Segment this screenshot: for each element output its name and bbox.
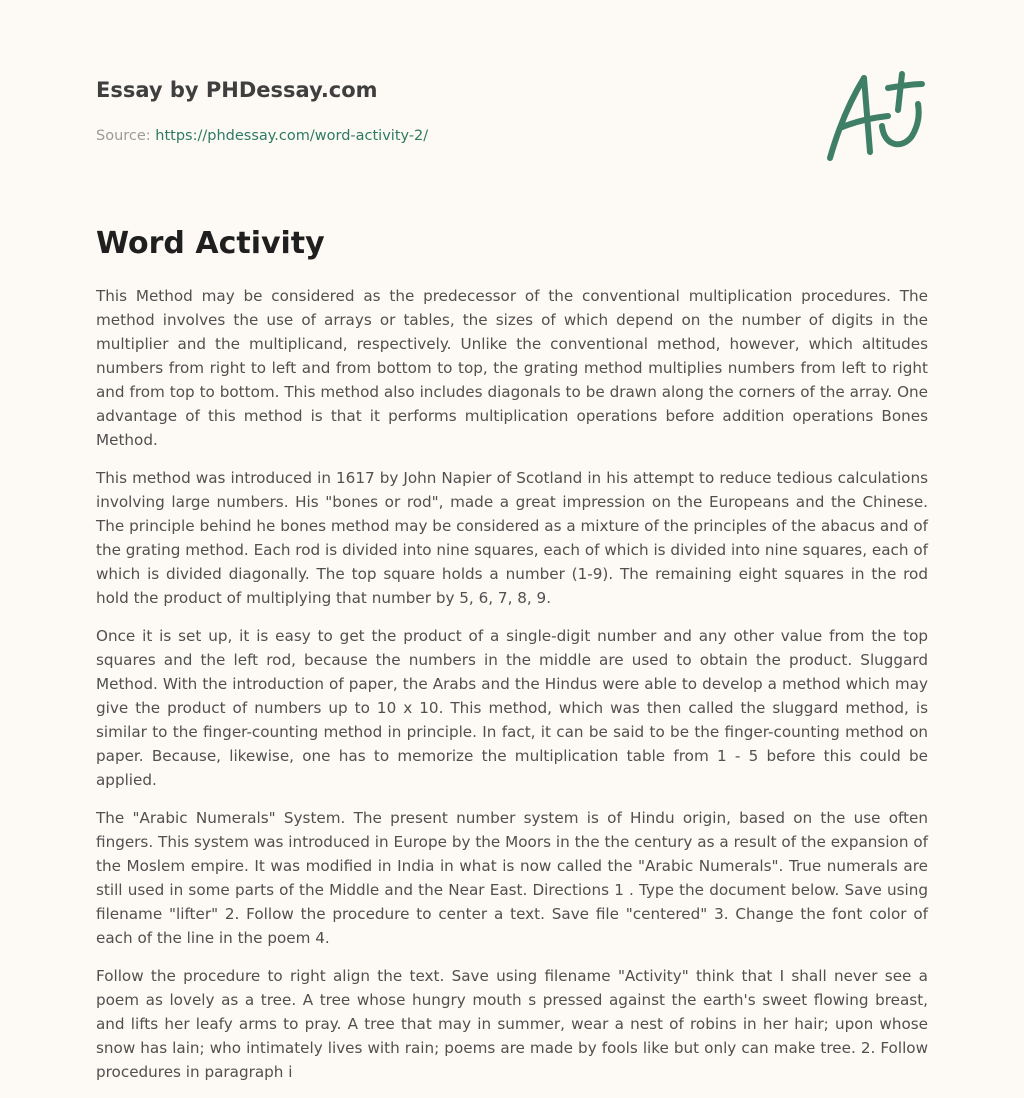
a-plus-grade-icon <box>822 66 930 166</box>
essay-title: Word Activity <box>96 226 325 261</box>
paragraph-2: This method was introduced in 1617 by John Napier of Scotland in his attempt to reduce tedious calculations involving large numbers. His "bones or rod", made a great impression on the Europeans and the Chinese. The principle behind he bones method may be considered as a mixture of the principles of the abacus and of the grating method. Each rod is divided into nine squares, each of which is divided into nine squares, each of which is divided diagonally. The top square holds a number (1-9). The remaining eight squares in the rod hold the product of multiplying that number by 5, 6, 7, 8, 9. <box>96 469 928 607</box>
essay-body <box>96 284 928 1098</box>
paragraph-4: The "Arabic Numerals" System. The present number system is of Hindu origin, based on the use often fingers. This system was introduced in Europe by the Moors in the the century as a result of the expansion of the Moslem empire. It was modified in India in what is now called the "Arabic Numerals". True numerals are still used in some parts of the Middle and the Near East. Directions 1 . Type the document below. Save using filename "lifter" 2. Follow the procedure to center a text. Save file "centered" 3. Change the font color of each of the line in the poem 4. <box>96 809 928 947</box>
source-label: Source: <box>96 128 156 144</box>
page-header <box>96 76 796 146</box>
paragraph-1: This Method may be considered as the predecessor of the conventional multiplication procedures. The method involves the use of arrays or tables, the sizes of which depend on the number of digits in the multiplier and the multiplicand, respectively. Unlike the conventional method, however, which altitudes numbers from right to left and from bottom to top, the grating method multiplies numbers from left to right and from top to bottom. This method also includes diagonals to be drawn along the corners of the array. One advantage of this method is that it performs multiplication operations before addition operations Bones Method. <box>96 287 928 449</box>
paragraph-5: Follow the procedure to right align the text. Save using filename "Activity" think that I shall never see a poem as lovely as a tree. A tree whose hungry mouth s pressed against the earth's sweet flowing breast, and lifts her leafy arms to pray. A tree that may in summer, wear a nest of robins in her hair; upon whose snow has lain; who intimately lives with rain; poems are made by fools like but only can make tree. 2. Follow procedures in paragraph i <box>96 967 928 1081</box>
site-brand: Essay by PHDessay.com <box>96 78 378 102</box>
paragraph-3: Once it is set up, it is easy to get the product of a single-digit number and any other value from the top squares and the left rod, because the numbers in the middle are used to obtain the product. Sluggard Method. With the introduction of paper, the Arabs and the Hindus were able to develop a method which may give the product of numbers up to 10 x 10. This method, which was then called the sluggard method, is similar to the finger-counting method in principle. In fact, it can be said to be the finger-counting method on paper. Because, likewise, one has to memorize the multiplication table from 1 - 5 before this could be applied. <box>96 627 928 789</box>
source-link[interactable]: https://phdessay.com/word-activity-2/ <box>155 128 429 144</box>
source-line <box>96 126 796 146</box>
